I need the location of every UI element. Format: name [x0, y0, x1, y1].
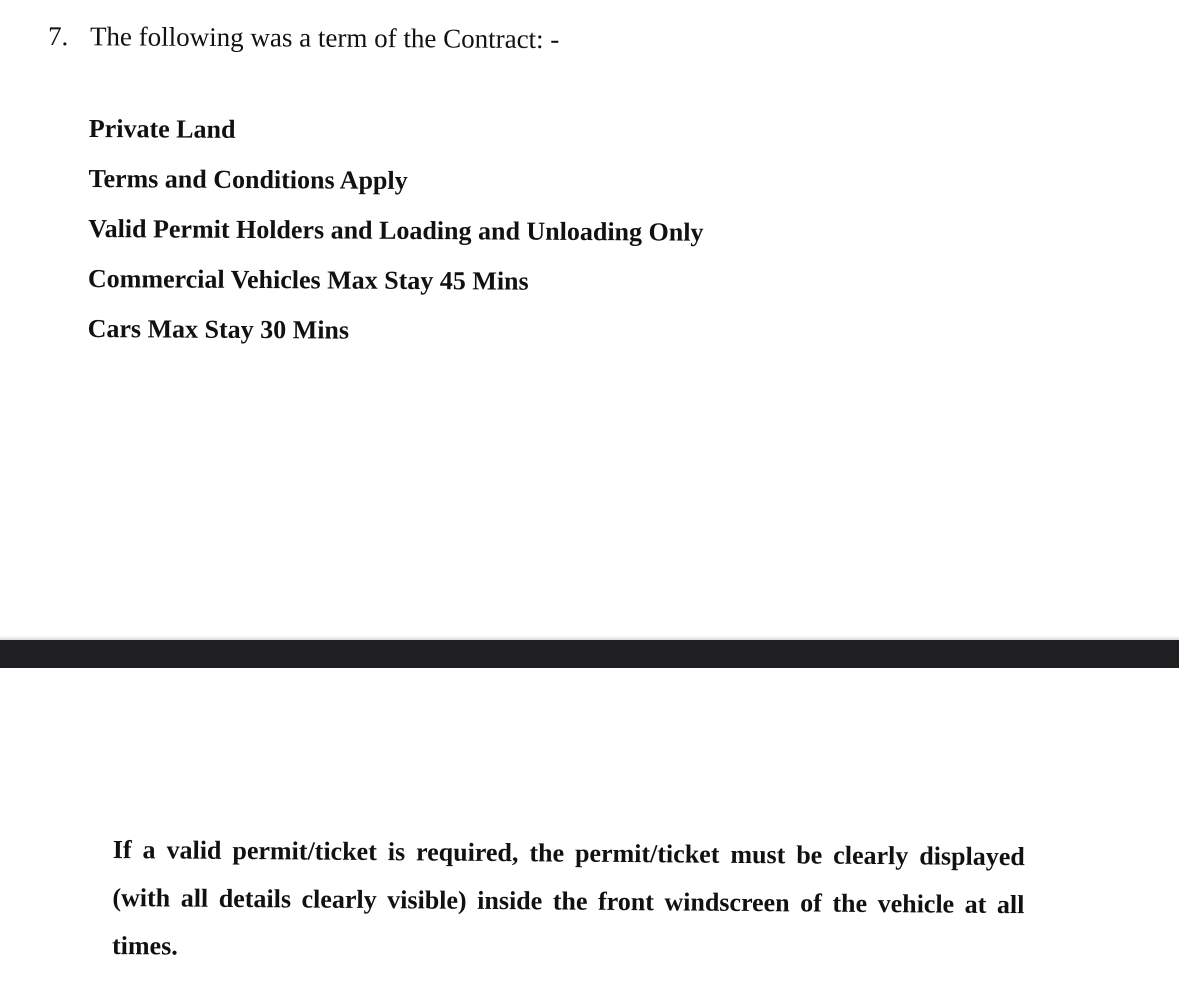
- paragraph-heading: [48, 18, 560, 57]
- paragraph-heading-text: The following was a term of the Contract: -: [89, 21, 560, 55]
- sign-term-conditions: Terms and Conditions Apply: [88, 163, 408, 195]
- sign-term-permit-holders: Valid Permit Holders and Loading and Unloading Only: [88, 213, 704, 247]
- sign-term-cars: Cars Max Stay 30 Mins: [87, 313, 350, 345]
- sign-term-commercial-vehicles: Commercial Vehicles Max Stay 45 Mins: [87, 263, 529, 296]
- sign-term-private-land: Private Land: [88, 113, 236, 144]
- scan-divider-bar: [0, 640, 1179, 668]
- sign-terms-list: [87, 104, 704, 358]
- paragraph-number: 7.: [47, 21, 69, 52]
- permit-condition-text: If a valid permit/ticket is required, the permit/ticket must be clearly displayed (with all details clearly visible) inside the front windscreen of the vehicle at all times.: [111, 834, 1025, 961]
